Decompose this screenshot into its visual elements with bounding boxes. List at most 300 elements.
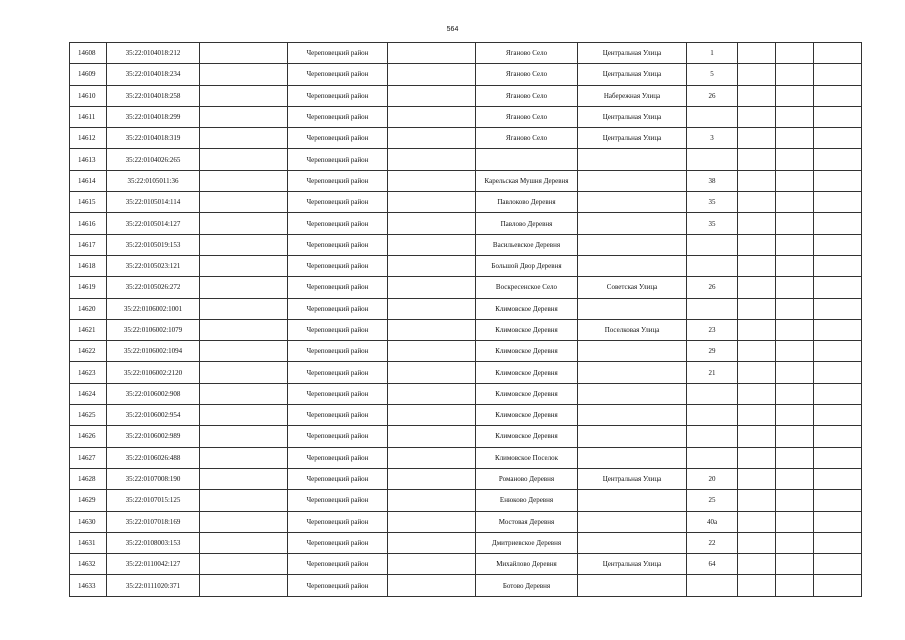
empty-cell bbox=[738, 149, 776, 170]
empty-cell bbox=[776, 575, 814, 596]
district-cell: Череповецкий район bbox=[288, 234, 388, 255]
empty-cell bbox=[738, 255, 776, 276]
empty-cell bbox=[388, 149, 476, 170]
table-body bbox=[70, 43, 862, 597]
empty-cell bbox=[776, 234, 814, 255]
empty-cell bbox=[814, 170, 862, 191]
empty-cell bbox=[814, 447, 862, 468]
empty-cell bbox=[388, 426, 476, 447]
street-cell bbox=[578, 192, 687, 213]
empty-cell bbox=[738, 511, 776, 532]
empty-cell bbox=[738, 192, 776, 213]
street-cell bbox=[578, 575, 687, 596]
table-row bbox=[70, 426, 862, 447]
row-number-cell: 14632 bbox=[70, 554, 107, 575]
empty-cell bbox=[388, 255, 476, 276]
empty-cell bbox=[200, 383, 288, 404]
empty-cell bbox=[200, 298, 288, 319]
district-cell: Череповецкий район bbox=[288, 106, 388, 127]
district-cell: Череповецкий район bbox=[288, 128, 388, 149]
empty-cell bbox=[814, 43, 862, 64]
empty-cell bbox=[388, 170, 476, 191]
house-number-cell bbox=[687, 426, 738, 447]
table-row bbox=[70, 106, 862, 127]
row-number-cell: 14618 bbox=[70, 255, 107, 276]
row-number-cell: 14629 bbox=[70, 490, 107, 511]
empty-cell bbox=[814, 298, 862, 319]
row-number-cell: 14626 bbox=[70, 426, 107, 447]
house-number-cell: 64 bbox=[687, 554, 738, 575]
empty-cell bbox=[814, 64, 862, 85]
street-cell: Центральная Улица bbox=[578, 554, 687, 575]
empty-cell bbox=[200, 170, 288, 191]
district-cell: Череповецкий район bbox=[288, 319, 388, 340]
street-cell: Центральная Улица bbox=[578, 64, 687, 85]
street-cell bbox=[578, 170, 687, 191]
house-number-cell bbox=[687, 405, 738, 426]
empty-cell bbox=[200, 255, 288, 276]
empty-cell bbox=[814, 511, 862, 532]
empty-cell bbox=[776, 277, 814, 298]
empty-cell bbox=[200, 234, 288, 255]
row-number-cell: 14622 bbox=[70, 341, 107, 362]
locality-cell: Михайлово Деревня bbox=[476, 554, 578, 575]
empty-cell bbox=[738, 234, 776, 255]
house-number-cell: 26 bbox=[687, 85, 738, 106]
empty-cell bbox=[200, 341, 288, 362]
street-cell: Центральная Улица bbox=[578, 43, 687, 64]
street-cell bbox=[578, 234, 687, 255]
empty-cell bbox=[776, 468, 814, 489]
empty-cell bbox=[200, 106, 288, 127]
street-cell bbox=[578, 405, 687, 426]
empty-cell bbox=[776, 192, 814, 213]
empty-cell bbox=[388, 532, 476, 553]
cadastral-number-cell: 35:22:0104018:299 bbox=[107, 106, 200, 127]
empty-cell bbox=[200, 213, 288, 234]
house-number-cell bbox=[687, 255, 738, 276]
empty-cell bbox=[776, 149, 814, 170]
cadastral-number-cell: 35:22:0110042:127 bbox=[107, 554, 200, 575]
locality-cell: Романово Деревня bbox=[476, 468, 578, 489]
house-number-cell bbox=[687, 298, 738, 319]
empty-cell bbox=[814, 532, 862, 553]
empty-cell bbox=[738, 468, 776, 489]
locality-cell: Васильевское Деревня bbox=[476, 234, 578, 255]
empty-cell bbox=[738, 128, 776, 149]
empty-cell bbox=[776, 64, 814, 85]
table-row bbox=[70, 511, 862, 532]
empty-cell bbox=[200, 192, 288, 213]
locality-cell: Ягановo Село bbox=[476, 43, 578, 64]
locality-cell: Павлоково Деревня bbox=[476, 192, 578, 213]
empty-cell bbox=[814, 468, 862, 489]
locality-cell: Ягановo Село bbox=[476, 64, 578, 85]
row-number-cell: 14617 bbox=[70, 234, 107, 255]
empty-cell bbox=[738, 426, 776, 447]
empty-cell bbox=[776, 255, 814, 276]
row-number-cell: 14614 bbox=[70, 170, 107, 191]
district-cell: Череповецкий район bbox=[288, 341, 388, 362]
empty-cell bbox=[738, 43, 776, 64]
empty-cell bbox=[738, 447, 776, 468]
cadastral-number-cell: 35:22:0106002:1079 bbox=[107, 319, 200, 340]
locality-cell: Ботово Деревня bbox=[476, 575, 578, 596]
empty-cell bbox=[388, 43, 476, 64]
empty-cell bbox=[738, 554, 776, 575]
empty-cell bbox=[200, 554, 288, 575]
house-number-cell: 23 bbox=[687, 319, 738, 340]
table-row bbox=[70, 128, 862, 149]
locality-cell: Воскресенское Село bbox=[476, 277, 578, 298]
empty-cell bbox=[776, 447, 814, 468]
cadastral-number-cell: 35:22:0104018:212 bbox=[107, 43, 200, 64]
cadastral-number-cell: 35:22:0108003:153 bbox=[107, 532, 200, 553]
district-cell: Череповецкий район bbox=[288, 511, 388, 532]
table-row bbox=[70, 298, 862, 319]
table-row bbox=[70, 255, 862, 276]
empty-cell bbox=[388, 341, 476, 362]
empty-cell bbox=[200, 149, 288, 170]
empty-cell bbox=[814, 554, 862, 575]
district-cell: Череповецкий район bbox=[288, 575, 388, 596]
table-row bbox=[70, 468, 862, 489]
table-row bbox=[70, 532, 862, 553]
empty-cell bbox=[200, 319, 288, 340]
row-number-cell: 14621 bbox=[70, 319, 107, 340]
house-number-cell: 21 bbox=[687, 362, 738, 383]
empty-cell bbox=[814, 341, 862, 362]
district-cell: Череповецкий район bbox=[288, 405, 388, 426]
empty-cell bbox=[200, 575, 288, 596]
empty-cell bbox=[388, 362, 476, 383]
house-number-cell: 22 bbox=[687, 532, 738, 553]
cadastral-number-cell: 35:22:0104018:319 bbox=[107, 128, 200, 149]
empty-cell bbox=[814, 255, 862, 276]
locality-cell: Мостовая Деревня bbox=[476, 511, 578, 532]
table-row bbox=[70, 554, 862, 575]
street-cell bbox=[578, 511, 687, 532]
table-row bbox=[70, 341, 862, 362]
district-cell: Череповецкий район bbox=[288, 43, 388, 64]
empty-cell bbox=[388, 554, 476, 575]
cadastral-number-cell: 35:22:0105023:121 bbox=[107, 255, 200, 276]
street-cell bbox=[578, 298, 687, 319]
district-cell: Череповецкий район bbox=[288, 255, 388, 276]
house-number-cell: 26 bbox=[687, 277, 738, 298]
district-cell: Череповецкий район bbox=[288, 298, 388, 319]
empty-cell bbox=[388, 575, 476, 596]
table-row bbox=[70, 319, 862, 340]
cadastral-number-cell: 35:22:0106002:1001 bbox=[107, 298, 200, 319]
locality-cell: Ягановo Село bbox=[476, 85, 578, 106]
row-number-cell: 14616 bbox=[70, 213, 107, 234]
empty-cell bbox=[814, 575, 862, 596]
empty-cell bbox=[776, 43, 814, 64]
empty-cell bbox=[200, 43, 288, 64]
empty-cell bbox=[814, 383, 862, 404]
page-number: 564 bbox=[446, 26, 459, 33]
empty-cell bbox=[738, 64, 776, 85]
empty-cell bbox=[738, 170, 776, 191]
row-number-cell: 14611 bbox=[70, 106, 107, 127]
house-number-cell bbox=[687, 106, 738, 127]
locality-cell: Климовское Деревня bbox=[476, 341, 578, 362]
district-cell: Череповецкий район bbox=[288, 532, 388, 553]
locality-cell: Карельская Мушня Деревня bbox=[476, 170, 578, 191]
district-cell: Череповецкий район bbox=[288, 447, 388, 468]
empty-cell bbox=[776, 532, 814, 553]
locality-cell: Климовское Деревня bbox=[476, 383, 578, 404]
empty-cell bbox=[814, 426, 862, 447]
empty-cell bbox=[776, 490, 814, 511]
street-cell: Центральная Улица bbox=[578, 106, 687, 127]
empty-cell bbox=[388, 192, 476, 213]
empty-cell bbox=[738, 298, 776, 319]
house-number-cell bbox=[687, 234, 738, 255]
empty-cell bbox=[388, 128, 476, 149]
district-cell: Череповецкий район bbox=[288, 468, 388, 489]
empty-cell bbox=[388, 319, 476, 340]
street-cell bbox=[578, 362, 687, 383]
locality-cell: Павлово Деревня bbox=[476, 213, 578, 234]
cadastral-number-cell: 35:22:0106002:2120 bbox=[107, 362, 200, 383]
empty-cell bbox=[814, 213, 862, 234]
house-number-cell bbox=[687, 383, 738, 404]
cadastral-number-cell: 35:22:0107015:125 bbox=[107, 490, 200, 511]
empty-cell bbox=[814, 85, 862, 106]
cadastral-number-cell: 35:22:0106002:954 bbox=[107, 405, 200, 426]
street-cell: Поселковая Улица bbox=[578, 319, 687, 340]
street-cell bbox=[578, 447, 687, 468]
cadastral-number-cell: 35:22:0106026:488 bbox=[107, 447, 200, 468]
district-cell: Череповецкий район bbox=[288, 64, 388, 85]
empty-cell bbox=[776, 170, 814, 191]
row-number-cell: 14630 bbox=[70, 511, 107, 532]
table-row bbox=[70, 149, 862, 170]
table-row bbox=[70, 447, 862, 468]
empty-cell bbox=[388, 106, 476, 127]
district-cell: Череповецкий район bbox=[288, 149, 388, 170]
house-number-cell: 25 bbox=[687, 490, 738, 511]
cadastral-number-cell: 35:22:0105014:127 bbox=[107, 213, 200, 234]
empty-cell bbox=[200, 447, 288, 468]
row-number-cell: 14619 bbox=[70, 277, 107, 298]
empty-cell bbox=[814, 106, 862, 127]
table-row bbox=[70, 490, 862, 511]
district-cell: Череповецкий район bbox=[288, 170, 388, 191]
empty-cell bbox=[388, 234, 476, 255]
street-cell bbox=[578, 490, 687, 511]
empty-cell bbox=[200, 277, 288, 298]
table-row bbox=[70, 362, 862, 383]
empty-cell bbox=[738, 85, 776, 106]
empty-cell bbox=[814, 234, 862, 255]
empty-cell bbox=[200, 405, 288, 426]
cadastral-number-cell: 35:22:0107008:190 bbox=[107, 468, 200, 489]
empty-cell bbox=[388, 64, 476, 85]
empty-cell bbox=[738, 106, 776, 127]
house-number-cell bbox=[687, 447, 738, 468]
empty-cell bbox=[388, 383, 476, 404]
empty-cell bbox=[388, 490, 476, 511]
table-row bbox=[70, 234, 862, 255]
empty-cell bbox=[200, 64, 288, 85]
empty-cell bbox=[738, 405, 776, 426]
house-number-cell: 3 bbox=[687, 128, 738, 149]
empty-cell bbox=[200, 511, 288, 532]
empty-cell bbox=[738, 213, 776, 234]
house-number-cell: 20 bbox=[687, 468, 738, 489]
empty-cell bbox=[738, 341, 776, 362]
house-number-cell: 1 bbox=[687, 43, 738, 64]
cadastral-number-cell: 35:22:0111020:371 bbox=[107, 575, 200, 596]
street-cell bbox=[578, 149, 687, 170]
empty-cell bbox=[388, 447, 476, 468]
row-number-cell: 14609 bbox=[70, 64, 107, 85]
street-cell: Центральная Улица bbox=[578, 128, 687, 149]
empty-cell bbox=[776, 213, 814, 234]
cadastral-number-cell: 35:22:0105011:36 bbox=[107, 170, 200, 191]
table-row bbox=[70, 43, 862, 64]
empty-cell bbox=[776, 341, 814, 362]
empty-cell bbox=[776, 511, 814, 532]
locality-cell: Климовское Деревня bbox=[476, 405, 578, 426]
empty-cell bbox=[814, 362, 862, 383]
house-number-cell bbox=[687, 575, 738, 596]
empty-cell bbox=[814, 319, 862, 340]
row-number-cell: 14610 bbox=[70, 85, 107, 106]
empty-cell bbox=[776, 383, 814, 404]
empty-cell bbox=[776, 128, 814, 149]
cadastral-number-cell: 35:22:0106002:908 bbox=[107, 383, 200, 404]
empty-cell bbox=[814, 277, 862, 298]
empty-cell bbox=[776, 405, 814, 426]
district-cell: Череповецкий район bbox=[288, 383, 388, 404]
row-number-cell: 14623 bbox=[70, 362, 107, 383]
locality-cell: Климовское Деревня bbox=[476, 426, 578, 447]
street-cell bbox=[578, 341, 687, 362]
street-cell: Советская Улица bbox=[578, 277, 687, 298]
cadastral-number-cell: 35:22:0105026:272 bbox=[107, 277, 200, 298]
table-row bbox=[70, 85, 862, 106]
empty-cell bbox=[388, 277, 476, 298]
empty-cell bbox=[738, 319, 776, 340]
cadastral-number-cell: 35:22:0106002:1094 bbox=[107, 341, 200, 362]
district-cell: Череповецкий район bbox=[288, 490, 388, 511]
row-number-cell: 14615 bbox=[70, 192, 107, 213]
empty-cell bbox=[200, 362, 288, 383]
table-row bbox=[70, 64, 862, 85]
registry-table bbox=[69, 42, 862, 597]
cadastral-number-cell: 35:22:0107018:169 bbox=[107, 511, 200, 532]
empty-cell bbox=[388, 468, 476, 489]
row-number-cell: 14625 bbox=[70, 405, 107, 426]
empty-cell bbox=[776, 426, 814, 447]
empty-cell bbox=[814, 192, 862, 213]
district-cell: Череповецкий район bbox=[288, 192, 388, 213]
cadastral-number-cell: 35:22:0105014:114 bbox=[107, 192, 200, 213]
row-number-cell: 14608 bbox=[70, 43, 107, 64]
empty-cell bbox=[776, 554, 814, 575]
street-cell bbox=[578, 255, 687, 276]
empty-cell bbox=[388, 85, 476, 106]
row-number-cell: 14631 bbox=[70, 532, 107, 553]
empty-cell bbox=[814, 405, 862, 426]
empty-cell bbox=[776, 319, 814, 340]
table-row bbox=[70, 192, 862, 213]
house-number-cell: 38 bbox=[687, 170, 738, 191]
district-cell: Череповецкий район bbox=[288, 213, 388, 234]
empty-cell bbox=[776, 298, 814, 319]
row-number-cell: 14628 bbox=[70, 468, 107, 489]
row-number-cell: 14624 bbox=[70, 383, 107, 404]
empty-cell bbox=[776, 106, 814, 127]
empty-cell bbox=[388, 405, 476, 426]
cadastral-number-cell: 35:22:0104018:234 bbox=[107, 64, 200, 85]
street-cell: Набережная Улица bbox=[578, 85, 687, 106]
empty-cell bbox=[200, 532, 288, 553]
empty-cell bbox=[738, 490, 776, 511]
locality-cell: Дмитриевское Деревня bbox=[476, 532, 578, 553]
empty-cell bbox=[738, 532, 776, 553]
empty-cell bbox=[738, 575, 776, 596]
district-cell: Череповецкий район bbox=[288, 426, 388, 447]
empty-cell bbox=[776, 85, 814, 106]
table-row bbox=[70, 170, 862, 191]
table-row bbox=[70, 277, 862, 298]
row-number-cell: 14613 bbox=[70, 149, 107, 170]
empty-cell bbox=[200, 128, 288, 149]
table-row bbox=[70, 213, 862, 234]
cadastral-number-cell: 35:22:0106002:989 bbox=[107, 426, 200, 447]
row-number-cell: 14633 bbox=[70, 575, 107, 596]
district-cell: Череповецкий район bbox=[288, 85, 388, 106]
empty-cell bbox=[200, 468, 288, 489]
empty-cell bbox=[738, 277, 776, 298]
district-cell: Череповецкий район bbox=[288, 362, 388, 383]
locality-cell: Большой Двор Деревня bbox=[476, 255, 578, 276]
table-row bbox=[70, 405, 862, 426]
house-number-cell: 40а bbox=[687, 511, 738, 532]
locality-cell: Климовское Деревня bbox=[476, 298, 578, 319]
street-cell bbox=[578, 213, 687, 234]
table-row bbox=[70, 575, 862, 596]
empty-cell bbox=[776, 362, 814, 383]
street-cell: Центральная Улица bbox=[578, 468, 687, 489]
table-row bbox=[70, 383, 862, 404]
empty-cell bbox=[738, 383, 776, 404]
street-cell bbox=[578, 383, 687, 404]
locality-cell: Ягановo Село bbox=[476, 106, 578, 127]
empty-cell bbox=[200, 85, 288, 106]
house-number-cell bbox=[687, 149, 738, 170]
row-number-cell: 14620 bbox=[70, 298, 107, 319]
locality-cell: Енюково Деревня bbox=[476, 490, 578, 511]
cadastral-number-cell: 35:22:0105019:153 bbox=[107, 234, 200, 255]
locality-cell: Ягановo Село bbox=[476, 128, 578, 149]
empty-cell bbox=[388, 511, 476, 532]
district-cell: Череповецкий район bbox=[288, 277, 388, 298]
empty-cell bbox=[388, 213, 476, 234]
empty-cell bbox=[814, 128, 862, 149]
locality-cell: Климовское Деревня bbox=[476, 319, 578, 340]
house-number-cell: 35 bbox=[687, 213, 738, 234]
cadastral-number-cell: 35:22:0104026:265 bbox=[107, 149, 200, 170]
locality-cell: Климовское Поселок bbox=[476, 447, 578, 468]
street-cell bbox=[578, 532, 687, 553]
locality-cell: Климовское Деревня bbox=[476, 362, 578, 383]
